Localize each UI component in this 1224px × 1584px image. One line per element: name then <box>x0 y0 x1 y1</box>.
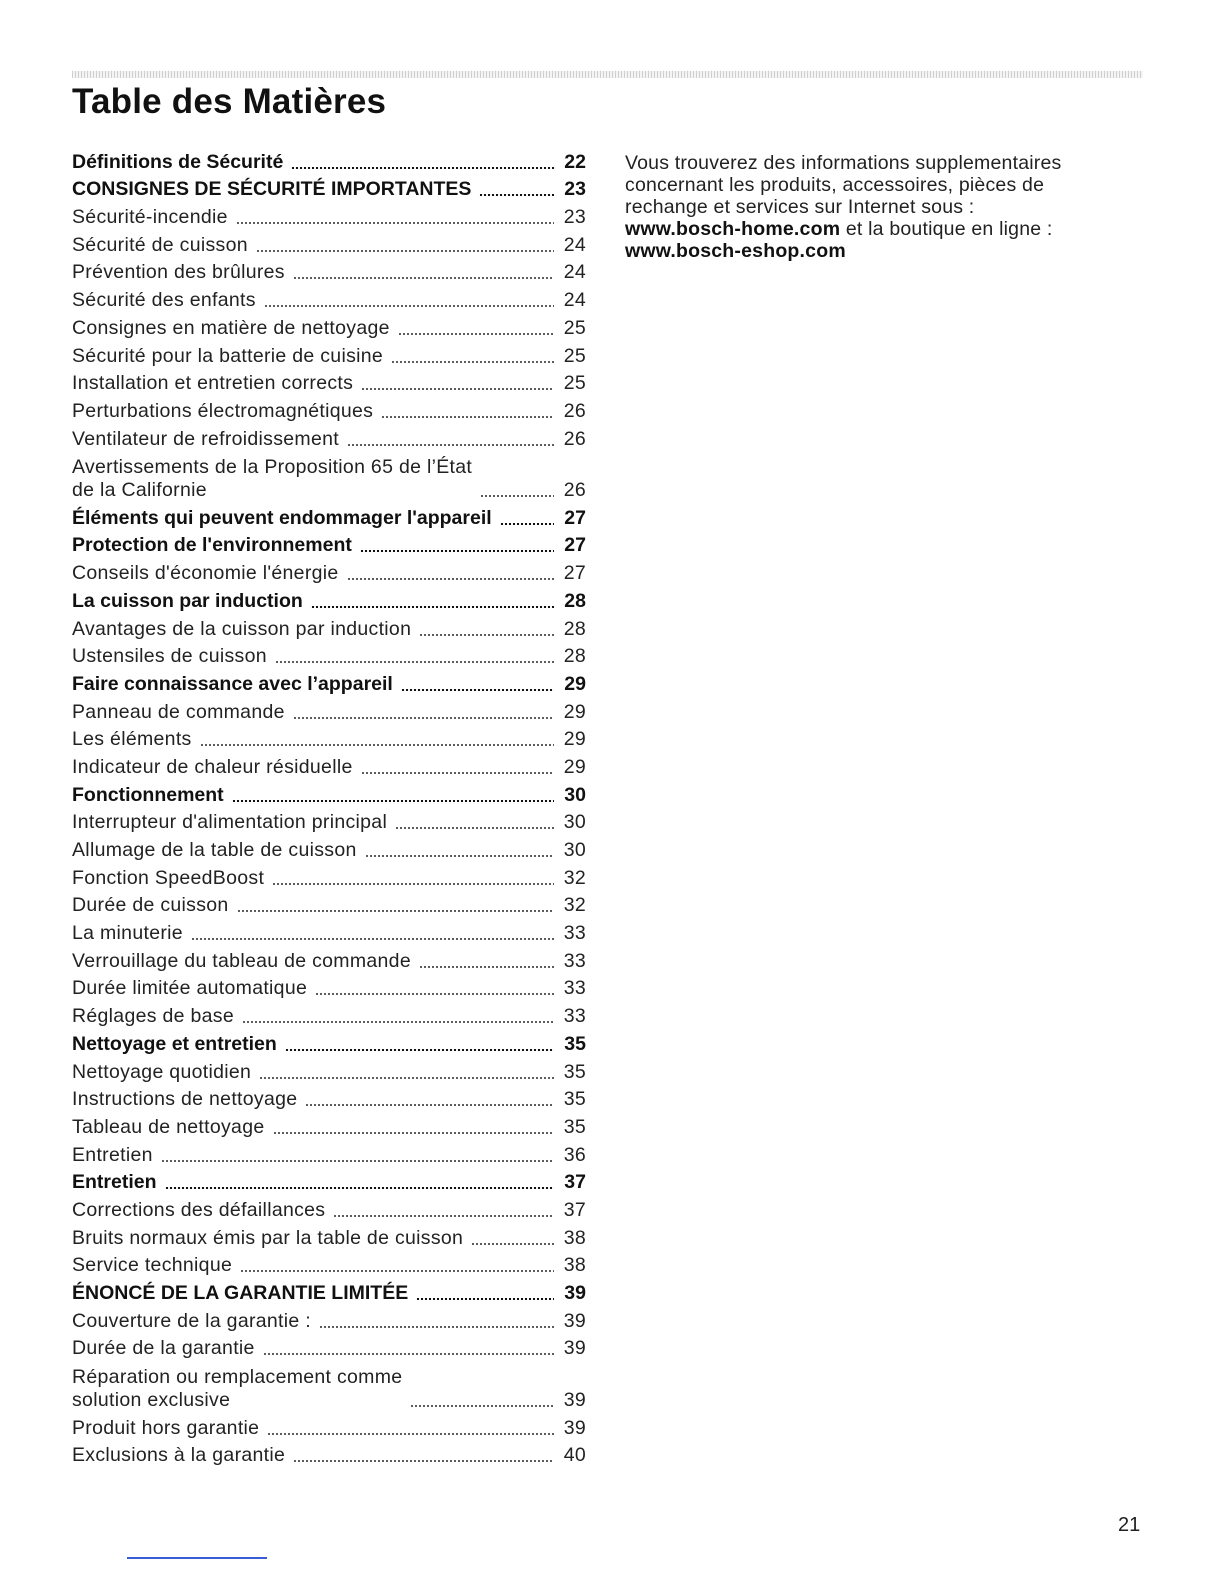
toc-entry-page: 27 <box>564 506 586 529</box>
dot-leader <box>293 1460 554 1462</box>
dot-leader <box>360 550 554 552</box>
toc-entry-title: Définitions de Sécurité <box>72 150 284 173</box>
toc-entry-title: Éléments qui peuvent endommager l'appareil <box>72 506 492 529</box>
toc-entry[interactable] <box>72 1222 586 1250</box>
toc-entry-page: 35 <box>564 1032 586 1055</box>
toc-entry-title: Indicateur de chaleur résiduelle <box>72 755 353 778</box>
toc-entry-title: Entretien <box>72 1143 153 1166</box>
toc-entry-page: 29 <box>564 672 586 695</box>
dot-leader <box>291 167 554 169</box>
toc-entry[interactable] <box>72 1056 586 1084</box>
toc-entry-page: 38 <box>563 1226 586 1249</box>
toc-entry[interactable] <box>72 1139 586 1167</box>
dot-leader <box>500 523 554 525</box>
toc-entry[interactable] <box>72 284 586 312</box>
toc-entry[interactable] <box>72 1360 586 1412</box>
toc-entry-page: 29 <box>563 755 586 778</box>
toc-entry[interactable] <box>72 1333 586 1361</box>
toc-entry-title: Protection de l'environnement <box>72 534 352 557</box>
toc-entry[interactable] <box>72 834 586 862</box>
toc-entry-title: Sécurité pour la batterie de cuisine <box>72 344 384 367</box>
toc-entry-title: Perturbations électromagnétiques <box>72 399 374 422</box>
dot-leader <box>315 993 554 995</box>
toc-entry[interactable] <box>72 1440 586 1468</box>
toc-entry-page: 35 <box>563 1115 586 1138</box>
toc-entry-title: Couverture de la garantie : <box>72 1309 311 1332</box>
toc-entry-title: Avertissements de la Proposition 65 de l’État de la Californie <box>72 456 473 502</box>
dot-leader <box>361 388 554 390</box>
toc-entry[interactable] <box>72 1412 586 1440</box>
toc-entry-title: Corrections des défaillances <box>72 1198 326 1221</box>
dot-leader <box>365 855 554 857</box>
toc-entry-page: 37 <box>563 1198 586 1221</box>
toc-entry-page: 27 <box>563 562 586 585</box>
toc-entry[interactable] <box>72 724 586 752</box>
toc-entry[interactable] <box>72 340 586 368</box>
toc-entry-page: 29 <box>563 700 586 723</box>
toc-entry[interactable] <box>72 174 586 202</box>
page-number: 21 <box>1118 1514 1141 1536</box>
toc-entry-title: Durée limitée automatique <box>72 977 308 1000</box>
toc-entry-title: Les éléments <box>72 728 192 751</box>
dot-leader <box>398 333 554 335</box>
toc-entry[interactable] <box>72 696 586 724</box>
toc-entry-title: Ustensiles de cuisson <box>72 645 267 668</box>
toc-entry-page: 32 <box>563 866 586 889</box>
toc-entry[interactable] <box>72 668 586 696</box>
toc-entry[interactable] <box>72 1194 586 1222</box>
toc-entry-page: 24 <box>563 261 586 284</box>
toc-entry-title: Nettoyage et entretien <box>72 1032 277 1055</box>
toc-entry-page: 38 <box>563 1254 586 1277</box>
toc-entry-page: 35 <box>563 1060 586 1083</box>
toc-entry[interactable] <box>72 917 586 945</box>
toc-entry[interactable] <box>72 890 586 918</box>
toc-entry[interactable] <box>72 368 586 396</box>
dot-leader <box>272 883 554 885</box>
toc-entry-page: 25 <box>563 372 586 395</box>
toc-entry-page: 27 <box>564 534 586 557</box>
toc-entry-title: Consignes en matière de nettoyage <box>72 316 390 339</box>
toc-entry[interactable] <box>72 1305 586 1333</box>
dot-leader <box>240 1270 554 1272</box>
toc-entry[interactable] <box>72 530 586 558</box>
toc-entry-title: La cuisson par induction <box>72 589 303 612</box>
toc-entry-page: 26 <box>563 427 586 450</box>
toc-entry-page: 30 <box>564 783 586 806</box>
toc-entry-title: Entretien <box>72 1171 157 1194</box>
toc-entry[interactable] <box>72 862 586 890</box>
toc-entry-title: Bruits normaux émis par la table de cuisson <box>72 1226 464 1249</box>
dot-leader <box>273 1132 555 1134</box>
toc-entry-page: 33 <box>563 1005 586 1028</box>
dot-leader <box>232 800 554 802</box>
toc-entry-title: Nettoyage quotidien <box>72 1060 252 1083</box>
dot-leader <box>347 444 554 446</box>
header-rule <box>72 71 1143 78</box>
dot-leader <box>191 938 554 940</box>
toc-entry-page: 39 <box>563 1309 586 1332</box>
toc-entry-title: Sécurité-incendie <box>72 206 228 229</box>
toc-entry[interactable] <box>72 807 586 835</box>
toc-entry-title: CONSIGNES DE SÉCURITÉ IMPORTANTES <box>72 178 472 201</box>
toc-entry-title: Service technique <box>72 1254 233 1277</box>
dot-leader <box>305 1104 554 1106</box>
toc-entry-title: Réparation ou remplacement comme solution exclusive <box>72 1365 403 1411</box>
page-title: Table des Matières <box>72 82 387 121</box>
toc-entry-title: Fonctionnement <box>72 783 224 806</box>
toc-entry-page: 24 <box>563 289 586 312</box>
toc-entry-title: Fonction SpeedBoost <box>72 866 265 889</box>
dot-leader <box>410 1405 554 1407</box>
toc-entry[interactable] <box>72 1111 586 1139</box>
toc-entry[interactable] <box>72 451 586 503</box>
toc-entry-page: 30 <box>563 839 586 861</box>
toc-entry-page: 23 <box>563 206 586 229</box>
footer-rule <box>127 1557 267 1559</box>
dot-leader <box>275 661 554 663</box>
toc-entry-title: Produit hors garantie <box>72 1416 260 1439</box>
toc-entry[interactable] <box>72 779 586 807</box>
toc-entry-page: 39 <box>563 1416 586 1439</box>
toc-entry[interactable] <box>72 945 586 973</box>
link-bosch-eshop[interactable]: www.bosch-eshop.com <box>625 240 846 262</box>
dot-leader <box>471 1243 554 1245</box>
toc-entry[interactable] <box>72 751 586 779</box>
toc-entry-page: 28 <box>563 645 586 668</box>
toc-entry-page: 37 <box>564 1171 586 1194</box>
link-bosch-home[interactable]: www.bosch-home.com <box>625 218 841 240</box>
toc-entry[interactable] <box>72 1000 586 1028</box>
toc-entry[interactable] <box>72 502 586 530</box>
toc-entry-page: 26 <box>563 399 586 422</box>
toc-entry-title: Installation et entretien corrects <box>72 372 354 395</box>
toc-entry-page: 28 <box>564 589 586 612</box>
toc-entry-title: Durée de cuisson <box>72 894 229 917</box>
toc-entry-page: 33 <box>563 922 586 945</box>
toc-entry-title: Durée de la garantie <box>72 1337 255 1360</box>
dot-leader <box>263 1353 554 1355</box>
toc-entry-title: ÉNONCÉ DE LA GARANTIE LIMITÉE <box>72 1282 409 1304</box>
toc-entry[interactable] <box>72 229 586 257</box>
toc-entry-page: 30 <box>563 811 586 834</box>
toc-entry-page: 24 <box>563 233 586 256</box>
toc-entry-page: 28 <box>563 617 586 640</box>
dot-leader <box>256 250 554 252</box>
toc-entry-page: 22 <box>564 150 586 173</box>
toc-entry[interactable] <box>72 973 586 1001</box>
toc-entry-page: 36 <box>563 1143 586 1166</box>
info-middle: et la boutique en ligne : <box>845 218 1053 240</box>
toc-entry[interactable] <box>72 585 586 613</box>
dot-leader <box>361 772 554 774</box>
toc-entry[interactable] <box>72 557 586 585</box>
dot-leader <box>416 1298 554 1300</box>
toc-entry[interactable] <box>72 201 586 229</box>
toc-entry[interactable] <box>72 1277 586 1305</box>
dot-leader <box>242 1021 554 1023</box>
toc-entry-title: Interrupteur d'alimentation principal <box>72 811 388 834</box>
toc-entry-page: 39 <box>563 1388 586 1411</box>
toc-entry-page: 32 <box>563 894 586 917</box>
toc-entry[interactable] <box>72 257 586 285</box>
dot-leader <box>395 827 554 829</box>
dot-leader <box>419 634 554 636</box>
info-intro: Vous trouverez des informations supplementaires concernant les produits, accessoires, pièces de rechange et services sur Internet sous : <box>625 152 1062 218</box>
dot-leader <box>285 1049 554 1051</box>
dot-leader <box>333 1215 554 1217</box>
toc-entry[interactable] <box>72 1250 586 1278</box>
toc-entry-page: 33 <box>563 977 586 1000</box>
toc-entry-title: Allumage de la table de cuisson <box>72 839 357 861</box>
toc-entry-title: Sécurité de cuisson <box>72 233 248 256</box>
toc-entry-page: 25 <box>563 344 586 367</box>
toc-entry[interactable] <box>72 1167 586 1195</box>
toc-entry-title: Panneau de commande <box>72 700 285 723</box>
dot-leader <box>293 717 554 719</box>
toc-entry[interactable] <box>72 312 586 340</box>
toc-entry-title: Avantages de la cuisson par induction <box>72 617 412 640</box>
toc-entry-title: Sécurité des enfants <box>72 289 256 312</box>
dot-leader <box>347 578 554 580</box>
toc-entry[interactable] <box>72 395 586 423</box>
toc-entry-page: 29 <box>563 728 586 751</box>
dot-leader <box>311 606 554 608</box>
dot-leader <box>161 1160 554 1162</box>
toc-entry-page: 33 <box>563 949 586 972</box>
dot-leader <box>401 689 554 691</box>
dot-leader <box>264 305 554 307</box>
toc-entry[interactable] <box>72 641 586 669</box>
toc-entry-page: 39 <box>563 1337 586 1360</box>
dot-leader <box>419 966 554 968</box>
toc-entry-title: Conseils d'économie l'énergie <box>72 562 339 585</box>
dot-leader <box>391 361 554 363</box>
toc-entry-title: Verrouillage du tableau de commande <box>72 949 411 972</box>
toc-entry-title: Ventilateur de refroidissement <box>72 427 339 450</box>
toc-entry-title: Réglages de base <box>72 1005 234 1028</box>
dot-leader <box>480 495 554 497</box>
toc-entry[interactable] <box>72 1084 586 1112</box>
toc-entry-title: Instructions de nettoyage <box>72 1088 298 1111</box>
table-of-contents <box>72 146 586 1467</box>
toc-entry[interactable] <box>72 423 586 451</box>
dot-leader <box>381 416 554 418</box>
toc-entry[interactable] <box>72 613 586 641</box>
toc-entry-page: 23 <box>564 178 586 201</box>
toc-entry[interactable] <box>72 146 586 174</box>
toc-entry-page: 40 <box>563 1444 586 1467</box>
toc-entry-title: La minuterie <box>72 922 183 945</box>
dot-leader <box>319 1326 554 1328</box>
toc-entry-page: 26 <box>563 479 586 502</box>
toc-entry-page: 35 <box>563 1088 586 1111</box>
dot-leader <box>479 194 554 196</box>
dot-leader <box>267 1433 554 1435</box>
toc-entry-page: 25 <box>563 316 586 339</box>
info-paragraph <box>625 152 1095 262</box>
toc-entry-title: Exclusions à la garantie <box>72 1444 286 1467</box>
toc-entry[interactable] <box>72 1028 586 1056</box>
dot-leader <box>293 277 554 279</box>
toc-entry-title: Faire connaissance avec l’appareil <box>72 672 393 695</box>
dot-leader <box>165 1187 554 1189</box>
toc-entry-page: 39 <box>564 1282 586 1304</box>
dot-leader <box>259 1077 554 1079</box>
dot-leader <box>200 744 554 746</box>
toc-entry-title: Tableau de nettoyage <box>72 1115 265 1138</box>
toc-entry-title: Prévention des brûlures <box>72 261 285 284</box>
dot-leader <box>237 910 554 912</box>
dot-leader <box>236 222 554 224</box>
